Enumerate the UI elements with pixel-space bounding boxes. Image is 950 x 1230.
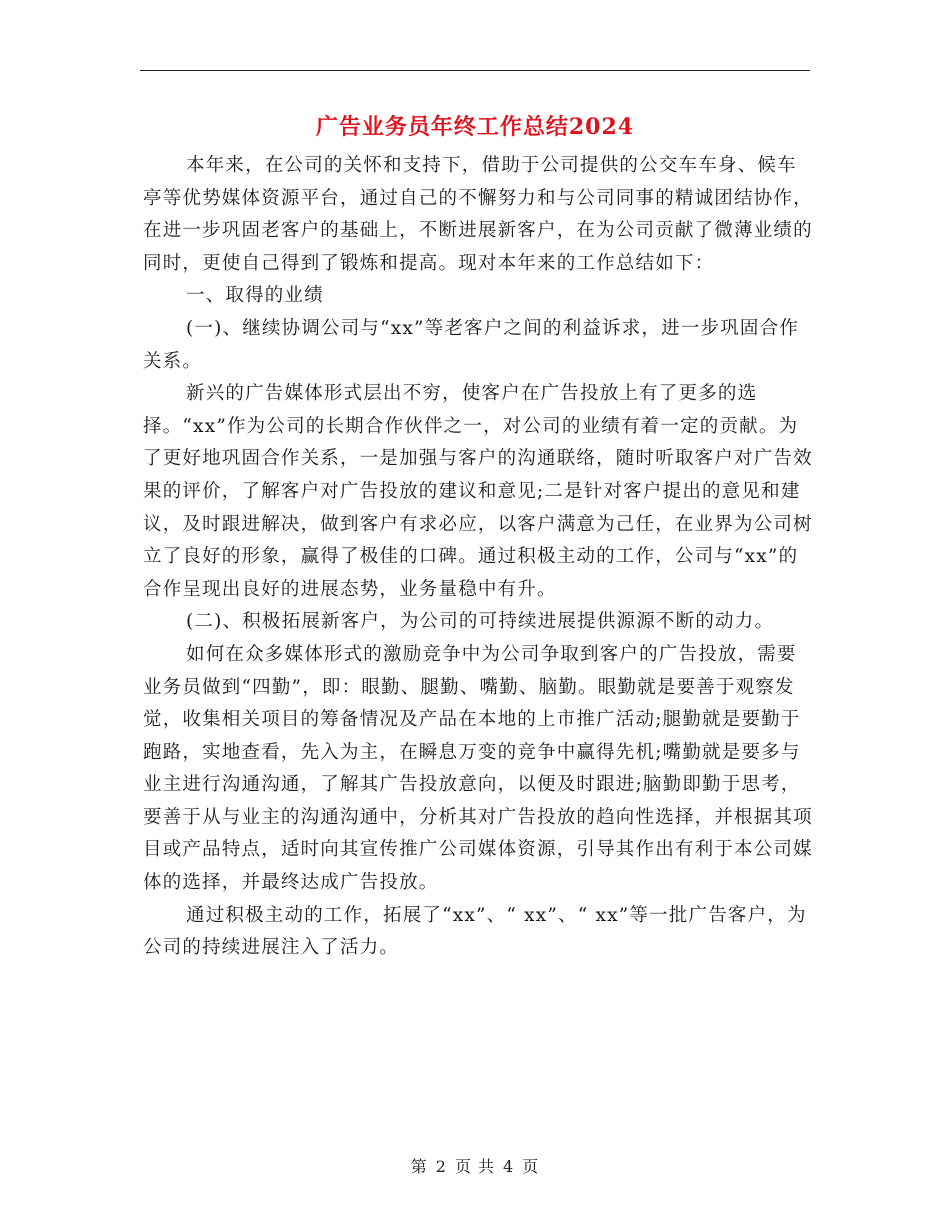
footer-page-number: 2: [435, 1157, 447, 1176]
subsection-heading-2: (二)、积极拓展新客户，为公司的可持续进展提供源源不断的动力。: [186, 611, 775, 633]
paragraph-new-clients: 通过积极主动的工作，拓展了“xx”、“ xx”、“ xx”等一批广告客户，为公司的持续进展注入了活力。: [143, 904, 807, 959]
footer-total-pages: 4: [503, 1157, 515, 1176]
footer-middle: 页 共: [454, 1157, 496, 1176]
document-title: 广告业务员年终工作总结2024: [315, 114, 635, 140]
paragraph-old-clients: 新兴的广告媒体形式层出不穷，使客户在广告投放上有了更多的选择。“xx”作为公司的长期合作伙伴之一，对公司的业绩有着一定的贡献。为了更好地巩固合作关系，一是加强与客户的沟通联络，随时听取客户对广告效果的评价，了解客户对广告投放的建议和意见;二是针对客户提出的意见和建议，及时跟进解决，做到客户有求必应，以客户满意为己任，在业界为公司树立了良好的形象，赢得了极佳的口碑。通过积极主动的工作，公司与“xx”的合作呈现出良好的进展态势，业务量稳中有升。: [143, 383, 813, 600]
paragraph-four-diligences: 如何在众多媒体形式的激励竞争中为公司争取到客户的广告投放，需要业务员做到“四勤”，即：眼勤、腿勤、嘴勤、脑勤。眼勤就是要善于观察发觉，收集相关项目的筹备情况及产品在本地的上市推广活动;腿勤就是要勤于跑路，实地查看，先入为主，在瞬息万变的竞争中赢得先机;嘴勤就是要多与业主进行沟通沟通，了解其广告投放意向，以便及时跟进;脑勤即勤于思考，要善于从与业主的沟通沟通中，分析其对广告投放的趋向性选择，并根据其项目或产品特点，适时向其宣传推广公司媒体资源，引导其作出有利于本公司媒体的选择，并最终达成广告投放。: [143, 643, 813, 894]
page-footer: [0, 1154, 950, 1177]
paragraph-intro: 本年来，在公司的关怀和支持下，借助于公司提供的公交车车身、候车亭等优势媒体资源平台，通过自己的不懈努力和与公司同事的精诚团结协作，在进一步巩固老客户的基础上，不断进展新客户，在为公司贡献了微薄业绩的同时，更使自己得到了锻炼和提高。现对本年来的工作总结如下：: [143, 155, 813, 274]
section-heading-achievements: 一、取得的业绩: [186, 285, 324, 307]
footer-prefix: 第: [410, 1157, 428, 1176]
header-rule: [140, 70, 810, 71]
document-body: [143, 150, 813, 965]
subsection-heading-1: (一)、继续协调公司与“xx”等老客户之间的利益诉求，进一步巩固合作关系。: [143, 317, 800, 372]
footer-suffix: 页: [522, 1157, 540, 1176]
